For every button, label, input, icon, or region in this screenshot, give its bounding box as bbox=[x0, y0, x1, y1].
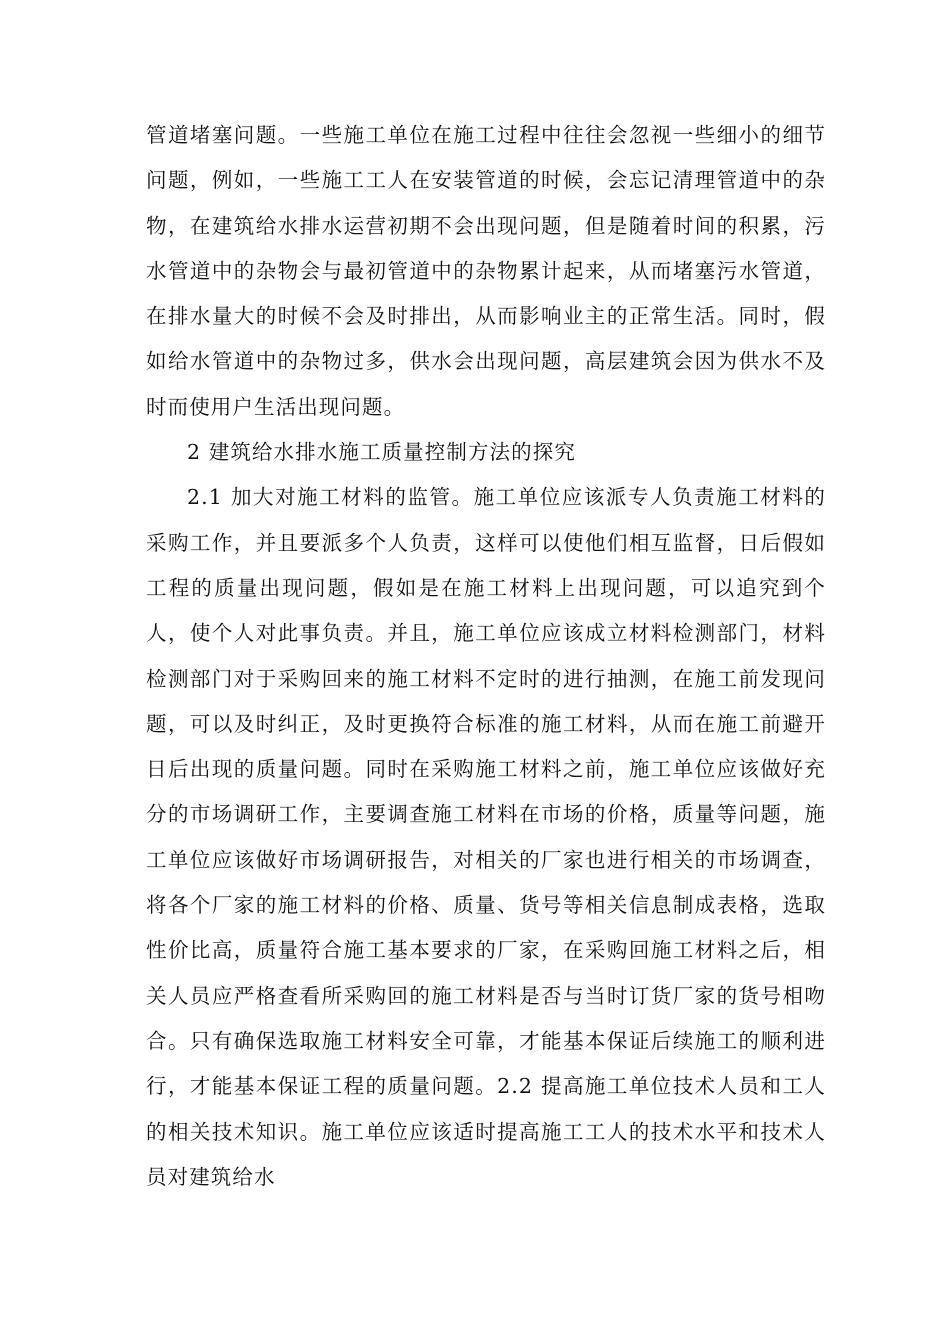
body-text bbox=[146, 113, 826, 1200]
paragraph-material-supervision: 2.1 加大对施工材料的监管。施工单位应该派专人负责施工材料的采购工作，并且要派多个人负责，这样可以使他们相互监督，日后假如工程的质量出现问题，假如是在施工材料上出现问题，可以追究到个人，使个人对此事负责。并且，施工单位应该成立材料检测部门，材料检测部门对于采购回来的施工材料不定时的进行抽测，在施工前发现问题，可以及时纠正，及时更换符合标准的施工材料，从而在施工前避开日后出现的质量问题。同时在采购施工材料之前，施工单位应该做好充分的市场调研工作，主要调查施工材料在市场的价格，质量等问题，施工单位应该做好市场调研报告，对相关的厂家也进行相关的市场调查，将各个厂家的施工材料的价格、质量、货号等相关信息制成表格，选取性价比高，质量符合施工基本要求的厂家，在采购回施工材料之后，相关人员应严格查看所采购回的施工材料是否与当时订货厂家的货号相吻合。只有确保选取施工材料安全可靠，才能基本保证后续施工的顺利进行，才能基本保证工程的质量问题。2.2 提高施工单位技术人员和工人的相关技术知识。施工单位应该适时提高施工工人的技术水平和技术人员对建筑给水 bbox=[146, 485, 826, 1189]
section-heading-2: 2 建筑给水排水施工质量控制方法的探究 bbox=[187, 440, 576, 465]
paragraph-pipe-blockage: 管道堵塞问题。一些施工单位在施工过程中往往会忽视一些细小的细节问题，例如，一些施工工人在安装管道的时候，会忘记清理管道中的杂物，在建筑给水排水运营初期不会出现问题，但是随着时间的积累，污水管道中的杂物会与最初管道中的杂物累计起来，从而堵塞污水管道，在排水量大的时候不会及时排出，从而影响业主的正常生活。同时，假如给水管道中的杂物过多，供水会出现问题，高层建筑会因为供水不及时而使用户生活出现问题。 bbox=[146, 123, 826, 419]
